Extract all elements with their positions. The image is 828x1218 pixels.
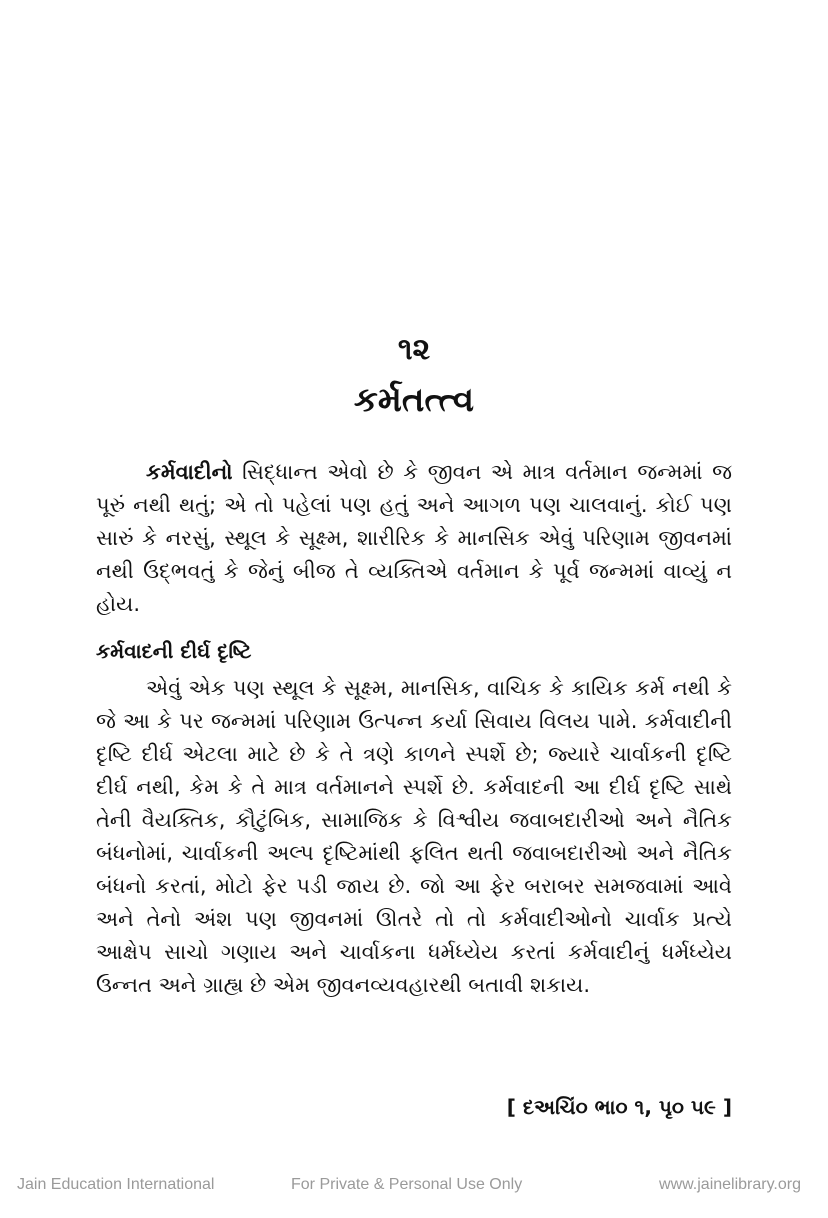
footer-publisher: Jain Education International [17,1176,215,1193]
source-citation: [ દઅચિં૦ ભા૦ ૧, પૃ૦ ૫૯ ] [506,1095,732,1119]
footer-website-link[interactable]: www.jainelibrary.org [659,1176,801,1193]
paragraph-lead-term: કર્મવાદીનો [146,460,233,484]
chapter-title: કર્મતત્ત્વ [353,380,475,420]
paragraph-intro-text: સિદ્ધાન્ત એવો છે કે જીવન એ માત્ર વર્તમાન જન્મમાં જ પૂરું નથી થતું; એ તો પહેલાં પણ હતું અને આગળ પણ ચાલવાનું. કોઈ પણ સારું કે નરસું, સ્થૂલ કે સૂક્ષ્મ, શારીરિક કે માનસિક એવું પરિણામ જીવનમાં નથી ઉદ્ભવતું કે જેનું બીજ તે વ્યક્તિએ વર્તમાન કે પૂર્વ જન્મમાં વાવ્યું ન હોય. [96,460,732,616]
paragraph-main: એવું એક પણ સ્થૂલ કે સૂક્ષ્મ, માનસિક, વાચિક કે કાયિક કર્મ નથી કે જે આ કે પર જન્મમાં પરિણામ ઉત્પન્ન કર્યા સિવાય વિલય પામે. કર્મવાદીની દૃષ્ટિ દીર્ઘ એટલા માટે છે કે તે ત્રણે કાળને સ્પર્શે છે; જ્યારે ચાર્વાકની દૃષ્ટિ દીર્ઘ નથી, કેમ કે તે માત્ર વર્તમાનને સ્પર્શે છે. કર્મવાદની આ દીર્ઘ દૃષ્ટિ સાથે તેની વૈયક્તિક, કૌટુંબિક, સામાજિક કે વિશ્વીય જવાબદારીઓ અને નૈતિક બંધનોમાં, ચાર્વાકની અલ્પ દૃષ્ટિમાંથી ફલિત થતી જવાબદારીઓ અને નૈતિક બંધનો કરતાં, મોટો ફેર પડી જાય છે. જો આ ફેર બરાબર સમજવામાં આવે અને તેનો અંશ પણ જીવનમાં ઊતરે તો તો કર્મવાદીઓનો ચાર્વાક પ્રત્યે આક્ષેપ સાચો ગણાય અને ચાર્વાકના ધર્મધ્યેય કરતાં કર્મવાદીનું ધર્મધ્યેય ઉન્નત અને ગ્રાહ્ય છે એમ જીવનવ્યવહારથી બતાવી શકાય. [96,676,732,997]
page-footer [0,1170,828,1200]
paragraph-intro [96,456,732,621]
section-subheading: કર્મવાદની દીર્ઘ દૃષ્ટિ [96,639,252,663]
chapter-number: ૧૨ [397,332,431,367]
footer-usage-note: For Private & Personal Use Only [291,1176,523,1193]
